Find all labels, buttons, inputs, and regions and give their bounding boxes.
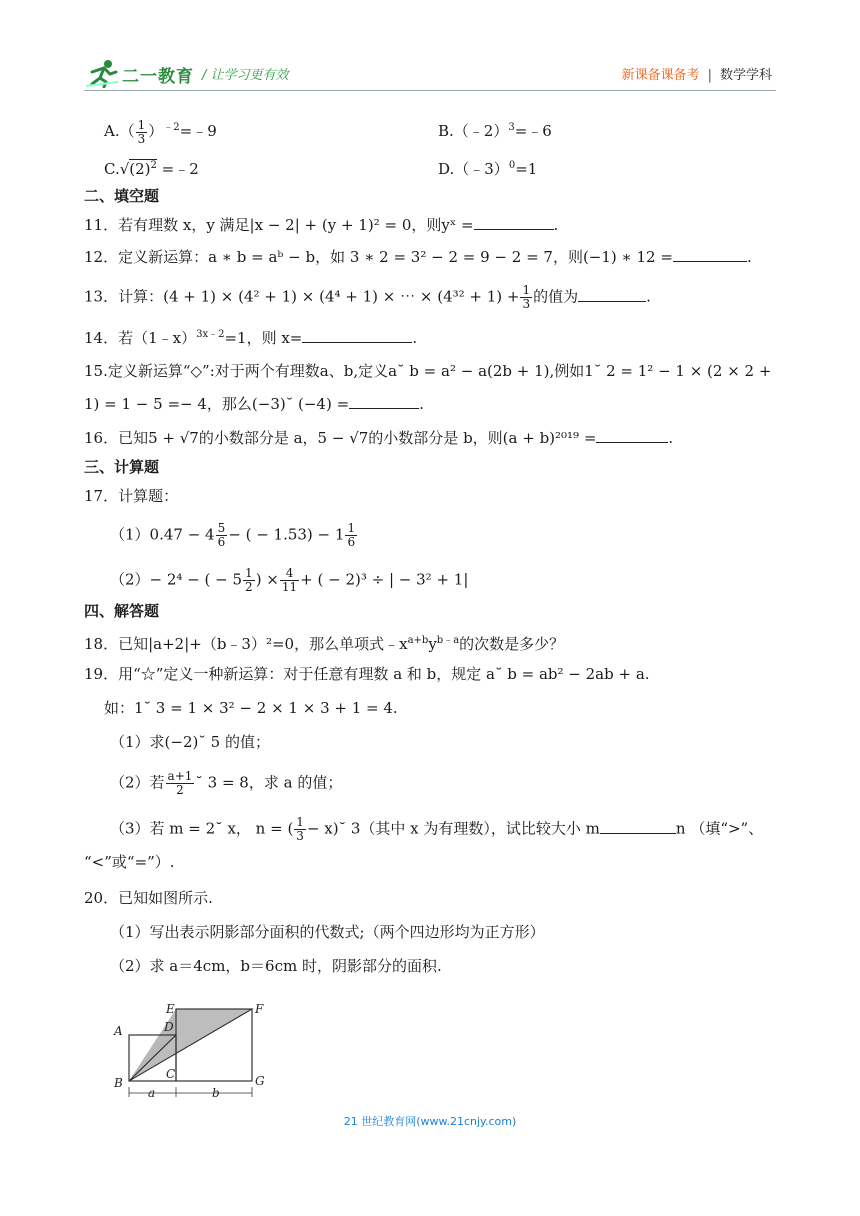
answer-blank[interactable] — [302, 328, 412, 343]
frac-num: 4 — [280, 567, 299, 581]
frac-num: a+1 — [167, 769, 193, 783]
option-c — [104, 156, 199, 179]
slogan: / 让学习更有效 — [202, 68, 289, 83]
option-d-text: D.（﹣3） — [438, 160, 509, 178]
q12-end: . — [746, 248, 752, 266]
answer-blank[interactable] — [578, 287, 646, 302]
q11-end: . — [553, 216, 559, 234]
q17-p1-pre: （1）0.47 − 4 — [110, 525, 215, 544]
frac-den: 11 — [281, 580, 298, 594]
fraction — [136, 119, 148, 146]
fraction — [345, 522, 357, 549]
header-divider — [84, 90, 776, 91]
label-a: a — [148, 1086, 156, 1100]
frac-num: 1 — [137, 117, 146, 132]
option-b — [438, 118, 552, 141]
q17-p2-post: + ( − 2)³ ÷ | − 3² + 1| — [300, 570, 469, 589]
option-a-mid: ） — [148, 122, 164, 140]
fraction — [243, 567, 255, 594]
fraction — [166, 770, 195, 797]
page-footer[interactable]: 21 世纪教育网(www.21cnjy.com) — [343, 1115, 517, 1128]
section-heading-calc: 三、计算题 — [84, 458, 160, 476]
q11-text: 11．若有理数 x，y 满足|x − 2| + (y + 1)² = 0，则yˣ = — [84, 216, 474, 234]
q19-p2-post: ˘ 3 = 8，求 a 的值； — [195, 773, 343, 792]
question-19-part1: （1）求(−2)˘ 5 的值； — [110, 733, 270, 751]
frac-num: 5 — [217, 521, 226, 535]
question-19-part3 — [110, 816, 763, 843]
subject-label: 数学学科 — [719, 68, 772, 83]
q19-p3-end: n （填“>”、 — [675, 819, 764, 838]
label-E: E — [166, 1002, 175, 1016]
question-17-part1 — [110, 522, 358, 549]
label-D: D — [164, 1020, 174, 1034]
label-G: G — [255, 1074, 265, 1088]
frac-den: 3 — [522, 297, 531, 311]
question-20-part2: （2）求 a＝4cm，b＝6cm 时，阴影部分的面积. — [110, 957, 442, 975]
q19-p2-pre: （2）若 — [110, 773, 165, 792]
option-a — [104, 118, 217, 146]
course-label: 新课备课备考 — [621, 68, 700, 83]
answer-blank[interactable] — [474, 215, 554, 230]
exponent: b﹣a — [436, 635, 460, 646]
header-right — [622, 64, 772, 83]
option-a-prefix: A.（ — [104, 122, 135, 140]
label-F: F — [255, 1002, 264, 1016]
question-15-line1: 15.定义新运算“◇”:对于两个有理数a、b,定义a˘ b = a² − a(2b + 1),例如1˘ 2 = 1² − 1 × (2 × 2 + — [84, 362, 772, 380]
answer-blank[interactable] — [673, 247, 747, 262]
frac-num: 1 — [522, 283, 531, 297]
frac-den: 3 — [296, 829, 304, 843]
q14-post: =1，则 x= — [224, 329, 303, 347]
q14-end: . — [412, 329, 418, 347]
question-14 — [84, 325, 417, 348]
option-d-tail: =1 — [515, 160, 538, 178]
label-b: b — [212, 1086, 220, 1100]
question-20-part1: （1）写出表示阴影部分面积的代数式;（两个四边形均为正方形） — [110, 923, 545, 941]
q12-text: 12．定义新运算：a ∗ b = aᵇ − b，如 3 ∗ 2 = 3² − 2 = 9 − 2 = 7，则(−1) ∗ 12 = — [84, 248, 673, 266]
q19-p3-post: − x)˘ 3（其中 x 为有理数），试比较大小 m — [306, 819, 600, 838]
question-18 — [84, 631, 564, 654]
question-17-title: 17．计算题： — [84, 487, 179, 505]
fraction — [520, 284, 532, 311]
frac-num: 1 — [347, 521, 356, 535]
q17-p2-mid: ) × — [255, 570, 279, 589]
runner-logo-icon — [84, 58, 120, 88]
option-c-tail: =﹣2 — [156, 160, 199, 178]
option-a-tail: =﹣9 — [179, 122, 217, 140]
option-b-tail: =﹣6 — [514, 122, 552, 140]
exponent: 3x﹣2 — [196, 329, 225, 340]
section-heading-fill: 二、填空题 — [84, 187, 160, 205]
header-separator: | — [707, 68, 712, 83]
label-C: C — [166, 1067, 176, 1081]
q15-line2-text: 1) = 1 − 5 =− 4，那么(−3)˘ (−4) = — [84, 395, 350, 413]
q16-end: . — [668, 429, 674, 447]
answer-blank[interactable] — [600, 819, 676, 834]
frac-num: 1 — [245, 566, 253, 580]
page-header — [84, 56, 776, 96]
q14-pre: 14．若（1﹣x） — [84, 329, 197, 347]
frac-num: 1 — [296, 815, 304, 829]
question-19-line1: 19．用“☆”定义一种新运算：对于任意有理数 a 和 b，规定 a˘ b = ab² − 2ab + a. — [84, 665, 650, 683]
radicand — [129, 159, 157, 178]
option-b-text: B.（﹣2） — [438, 122, 509, 140]
radicand-text: (2) — [129, 160, 151, 178]
frac-den: 2 — [245, 580, 253, 594]
q13-pre: 13．计算：(4 + 1) × (4² + 1) × (4⁴ + 1) × ⋯ × (4³² + 1) + — [84, 287, 520, 306]
fraction — [216, 522, 228, 549]
question-11 — [84, 215, 558, 235]
q18-text: 18．已知|a+2|+（b﹣3）²=0，那么单项式﹣x — [84, 635, 408, 653]
question-13 — [84, 284, 651, 311]
q15-end: . — [419, 395, 424, 413]
option-d — [438, 156, 537, 179]
section-heading-answer: 四、解答题 — [84, 602, 160, 620]
logo-text: 二一教育 — [122, 67, 194, 87]
label-A: A — [114, 1024, 123, 1038]
exponent: 3 — [508, 122, 515, 133]
q17-p2-pre: （2）− 2⁴ − ( − 5 — [110, 570, 243, 589]
q18-post: 的次数是多少？ — [459, 635, 565, 653]
frac-den: 3 — [137, 131, 146, 146]
question-20-line1: 20．已知如图所示. — [84, 889, 213, 907]
answer-blank[interactable] — [596, 428, 668, 443]
fraction — [280, 567, 299, 594]
option-c-prefix: C. — [104, 160, 120, 178]
frac-den: 2 — [176, 783, 184, 797]
answer-blank[interactable] — [349, 394, 419, 409]
sqrt-icon: √ — [119, 160, 130, 178]
q13-end: . — [646, 287, 651, 306]
question-16 — [84, 428, 673, 448]
fraction — [294, 816, 306, 843]
question-19-part3-line2: “<”或“=”）. — [84, 853, 175, 871]
exponent: a+b — [407, 635, 429, 646]
q13-post: 的值为 — [533, 287, 579, 306]
question-19-part2 — [110, 770, 342, 797]
frac-den: 6 — [217, 535, 226, 549]
question-17-part2 — [110, 567, 468, 594]
q19-p3-pre: （3）若 m = 2˘ x， n = ( — [110, 819, 294, 838]
question-19-example: 如：1˘ 3 = 1 × 3² − 2 × 1 × 3 + 1 = 4. — [104, 699, 398, 717]
question-12 — [84, 247, 752, 267]
squares-figure — [110, 995, 280, 1103]
exponent: ﹣2 — [163, 122, 180, 133]
exponent: 0 — [508, 160, 516, 171]
question-15-line2 — [84, 394, 424, 414]
q18-mid: y — [428, 635, 437, 653]
label-B: B — [114, 1076, 123, 1090]
q16-text: 16．已知5 + √7的小数部分是 a，5 − √7的小数部分是 b，则(a + b)²⁰¹⁹ = — [84, 429, 597, 447]
exponent: 2 — [150, 160, 157, 171]
frac-den: 6 — [347, 535, 356, 549]
q17-p1-mid: − ( − 1.53) − 1 — [228, 525, 345, 544]
